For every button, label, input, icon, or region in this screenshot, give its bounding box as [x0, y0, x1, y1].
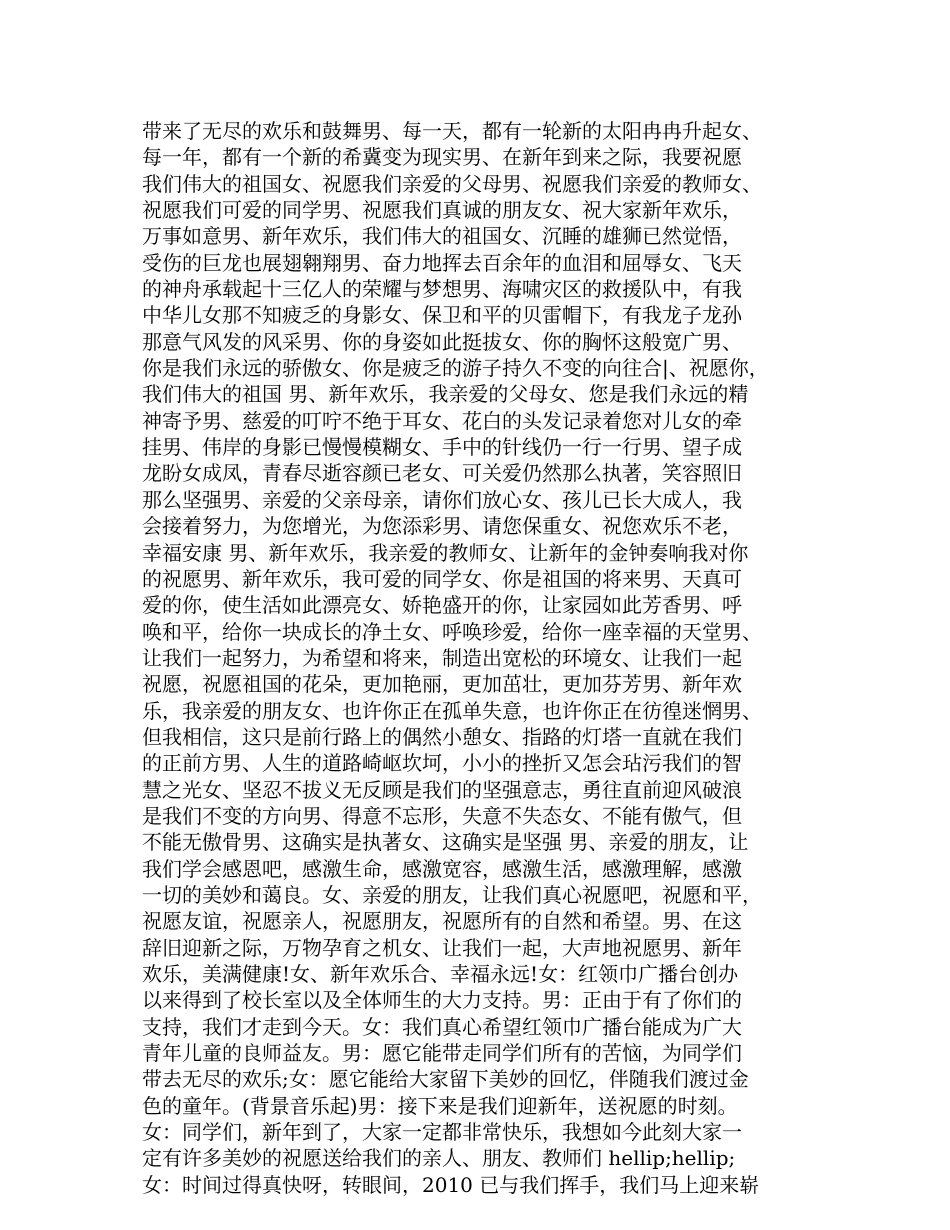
text-line: 祝愿我们可爱的同学男、祝愿我们真诚的朋友女、祝大家新年欢乐，	[142, 198, 742, 223]
text-line: 神寄予男、慈爱的叮咛不绝于耳女、花白的头发记录着您对儿女的牵	[142, 408, 742, 433]
text-line: 祝愿，祝愿祖国的花朵，更加艳丽，更加茁壮，更加芬芳男、新年欢	[142, 672, 742, 697]
text-line: 青年儿童的良师益友。男：愿它能带走同学们所有的苦恼，为同学们	[142, 1041, 742, 1066]
text-line: 定有许多美妙的祝愿送给我们的亲人、朋友、教师们 hellip;hellip;	[142, 1146, 736, 1171]
text-line: 你是我们永远的骄傲女、你是疲乏的游子持久不变的向往合|、祝愿你，	[142, 356, 769, 381]
text-line: 但我相信，这只是前行路上的偶然小憩女、指路的灯塔一直就在我们	[142, 724, 742, 749]
text-line: 每一年，都有一个新的希冀变为现实男、在新年到来之际，我要祝愿	[142, 145, 742, 170]
text-line: 慧之光女、坚忍不拔义无反顾是我们的坚强意志，勇往直前迎风破浪	[142, 777, 742, 802]
text-line: 我们伟大的祖国 男、新年欢乐，我亲爱的父母女、您是我们永远的精	[142, 382, 749, 407]
text-line: 带去无尽的欢乐;女：愿它能给大家留下美妙的回忆，伴随我们渡过金	[142, 1067, 749, 1092]
text-line: 龙盼女成凤，青春尽逝容颜已老女、可关爱仍然那么执著，笑容照旧	[142, 461, 742, 486]
text-line: 带来了无尽的欢乐和鼓舞男、每一天，都有一轮新的太阳冉冉升起女、	[142, 119, 762, 143]
text-line: 以来得到了校长室以及全体师生的大力支持。男：正由于有了你们的	[142, 988, 742, 1013]
text-line: 那意气风发的风采男、你的身姿如此挺拔女、你的胸怀这般宽广男、	[142, 329, 742, 354]
text-line: 会接着努力，为您增光，为您添彩男、请您保重女、祝您欢乐不老，	[142, 514, 742, 539]
text-line: 是我们不变的方向男、得意不忘形，失意不失态女、不能有傲气，但	[142, 803, 742, 828]
text-line: 我们学会感恩吧，感激生命，感激宽容，感激生活，感激理解，感激	[142, 856, 742, 881]
text-line: 欢乐，美满健康!女、新年欢乐合、幸福永远!女：红领巾广播台创办	[142, 962, 739, 986]
text-line: 祝愿友谊，祝愿亲人，祝愿朋友，祝愿所有的自然和希望。男、在这	[142, 909, 742, 934]
text-line: 爱的你，使生活如此漂亮女、娇艳盛开的你，让家园如此芳香男、呼	[142, 593, 742, 618]
text-line: 受伤的巨龙也展翅翱翔男、奋力地挥去百余年的血泪和屈辱女、飞天	[142, 250, 742, 275]
text-line: 中华儿女那不知疲乏的身影女、保卫和平的贝雷帽下，有我龙子龙孙	[142, 303, 742, 328]
text-line: 幸福安康 男、新年欢乐，我亲爱的教师女、让新年的金钟奏响我对你	[142, 540, 749, 565]
text-line: 让我们一起努力，为希望和将来，制造出宽松的环境女、让我们一起	[142, 645, 742, 670]
text-line: 一切的美妙和蔼良。女、亲爱的朋友，让我们真心祝愿吧，祝愿和平，	[142, 882, 762, 907]
text-line: 的正前方男、人生的道路崎岖坎坷，小小的挫折又怎会玷污我们的智	[142, 751, 742, 776]
text-line: 那么坚强男、亲爱的父亲母亲，请你们放心女、孩儿已长大成人，我	[142, 487, 742, 512]
text-line: 色的童年。(背景音乐起)男：接下来是我们迎新年，送祝愿的时刻。	[142, 1093, 738, 1118]
text-line: 乐，我亲爱的朋友女、也许你正在孤单失意，也许你正在彷徨迷惘男、	[142, 698, 762, 723]
text-line: 辞旧迎新之际，万物孕育之机女、让我们一起，大声地祝愿男、新年	[142, 935, 742, 960]
text-line: 支持，我们才走到今天。女：我们真心希望红领巾广播台能成为广大	[142, 1014, 742, 1039]
text-line: 唤和平，给你一块成长的净土女、呼唤珍爱，给你一座幸福的天堂男、	[142, 619, 762, 644]
text-line: 我们伟大的祖国女、祝愿我们亲爱的父母男、祝愿我们亲爱的教师女、	[142, 171, 762, 196]
text-line: 的神舟承载起十三亿人的荣耀与梦想男、海啸灾区的救援队中，有我	[142, 277, 742, 302]
text-line: 的祝愿男、新年欢乐，我可爱的同学女、你是祖国的将来男、天真可	[142, 566, 742, 591]
body-text	[142, 118, 822, 1198]
text-line: 女：时间过得真快呀，转眼间，2010 已与我们挥手，我们马上迎来崭	[142, 1172, 760, 1197]
text-line: 不能无傲骨男、这确实是执著女、这确实是坚强 男、亲爱的朋友，让	[142, 830, 749, 855]
text-line: 女：同学们，新年到了，大家一定都非常快乐，我想如今此刻大家一	[142, 1120, 742, 1145]
text-line: 万事如意男、新年欢乐，我们伟大的祖国女、沉睡的雄狮已然觉悟，	[142, 224, 742, 249]
text-line: 挂男、伟岸的身影已慢慢模糊女、手中的针线仍一行一行男、望子成	[142, 435, 742, 460]
